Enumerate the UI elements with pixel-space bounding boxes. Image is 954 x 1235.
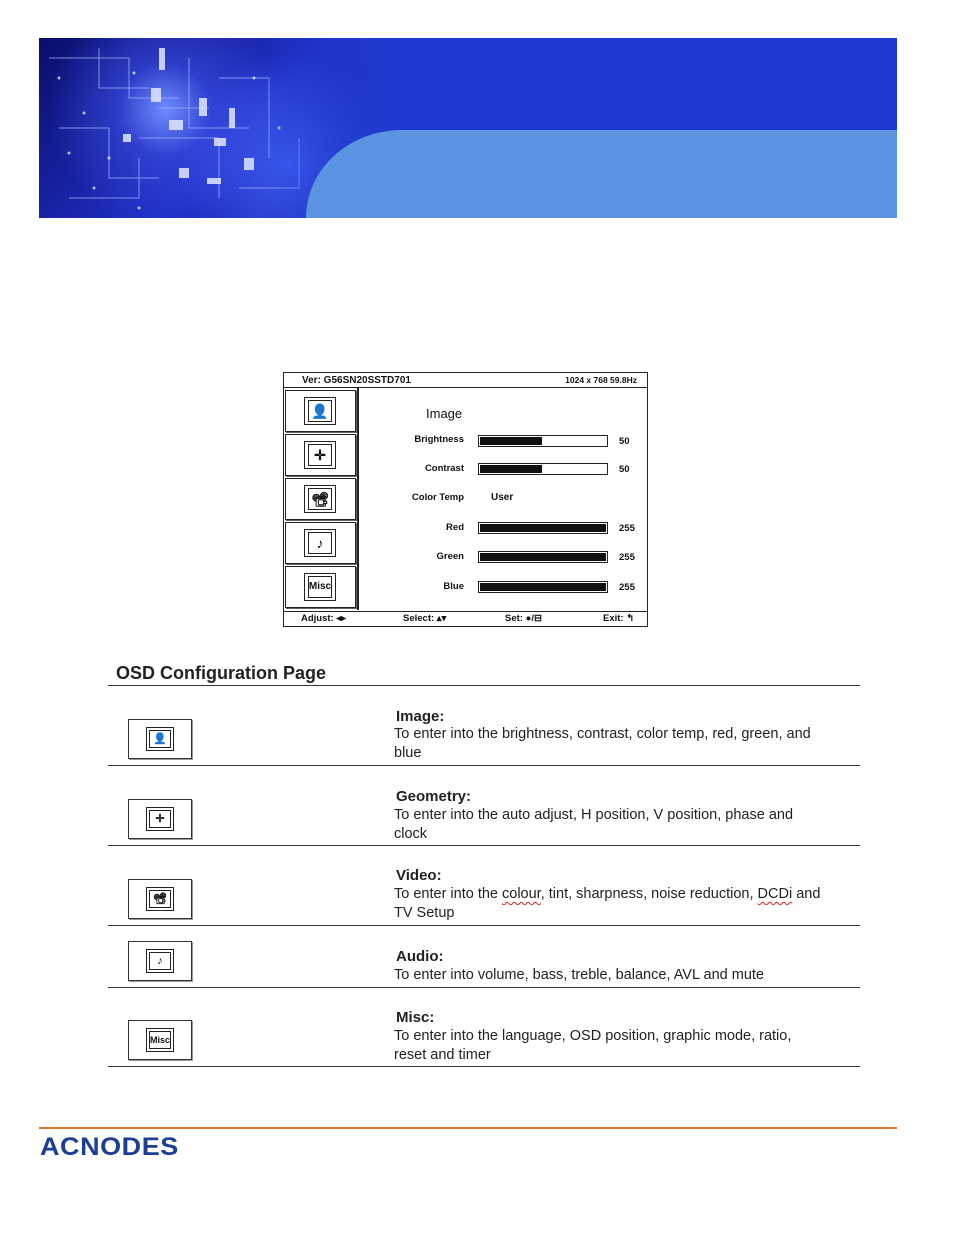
- image-menu-icon-box: [128, 719, 192, 759]
- item-heading-image: Image:: [396, 708, 445, 725]
- osd-resolution: 1024 x 768 59.8Hz: [565, 375, 637, 385]
- slider-fill: [480, 553, 606, 561]
- osd-value-color-temp[interactable]: User: [491, 492, 514, 503]
- osd-top-bar: [284, 373, 647, 388]
- description-line: To enter into the brightness, contrast, color temp, red, green, and: [394, 726, 811, 742]
- osd-tile-image[interactable]: [285, 390, 356, 432]
- divider: [108, 845, 860, 846]
- misc-menu-icon-box: [128, 1020, 192, 1060]
- description-line: To enter into the auto adjust, H position, V position, phase and: [394, 807, 794, 823]
- item-description-image: [394, 725, 854, 763]
- misc-icon: Misc: [149, 1031, 171, 1049]
- osd-tile-misc[interactable]: [285, 566, 356, 608]
- osd-menu-title: Image: [426, 406, 463, 421]
- description-text: DCDi: [757, 886, 793, 902]
- geometry-menu-icon-box: [128, 799, 192, 839]
- item-description-geometry: [394, 806, 854, 844]
- description-text: colour: [502, 886, 541, 902]
- osd-green-slider[interactable]: [478, 551, 608, 563]
- divider: [108, 685, 860, 686]
- osd-label-blue: Blue: [443, 581, 464, 592]
- person-icon: 👤: [308, 400, 332, 422]
- osd-hint-exit: Exit: ↰: [603, 613, 635, 624]
- osd-hint-select: Select: ▴▾: [403, 613, 447, 624]
- item-heading-misc: Misc:: [396, 1009, 435, 1026]
- item-description-video: [394, 885, 854, 923]
- slider-fill: [480, 437, 542, 445]
- item-description-misc: [394, 1027, 854, 1065]
- person-icon: 👤: [149, 730, 171, 748]
- slider-fill: [480, 524, 606, 532]
- osd-hint-set: Set: ●/⊟: [505, 613, 542, 624]
- divider: [108, 1066, 860, 1067]
- osd-tile-video[interactable]: [285, 478, 356, 520]
- osd-value-brightness: 50: [619, 436, 630, 447]
- osd-label-green: Green: [436, 551, 464, 562]
- osd-value-red: 255: [619, 523, 635, 534]
- osd-version: Ver: G56SN20SSTD701: [302, 375, 411, 386]
- osd-tile-audio[interactable]: [285, 522, 356, 564]
- divider: [108, 765, 860, 766]
- video-camera-icon: 📽: [149, 890, 171, 908]
- footer-rule: [39, 1127, 897, 1129]
- item-heading-geometry: Geometry:: [396, 788, 472, 805]
- music-note-icon: ♪: [308, 532, 332, 554]
- osd-value-green: 255: [619, 552, 635, 563]
- misc-icon: Misc: [308, 576, 332, 598]
- osd-bottom-bar: [284, 611, 647, 626]
- description-text: To enter into the: [394, 886, 503, 902]
- music-note-icon: ♪: [149, 952, 171, 970]
- description-line: blue: [394, 745, 422, 761]
- osd-hint-adjust: Adjust: ◂▸: [301, 613, 346, 624]
- audio-menu-icon-box: [128, 941, 192, 981]
- description-line: TV Setup: [394, 905, 455, 921]
- description-text: and: [792, 886, 821, 902]
- osd-icon-column: [284, 388, 359, 610]
- divider: [108, 987, 860, 988]
- description-line: reset and timer: [394, 1047, 491, 1063]
- osd-label-color-temp: Color Temp: [411, 492, 464, 503]
- description-text: , tint, sharpness, noise reduction,: [540, 886, 758, 902]
- osd-label-brightness: Brightness: [414, 434, 464, 445]
- move-arrows-icon: ✛: [308, 444, 332, 466]
- osd-screen: [283, 372, 648, 627]
- divider: [108, 925, 860, 926]
- slider-fill: [480, 583, 606, 591]
- osd-label-red: Red: [446, 522, 464, 533]
- move-arrows-icon: ✛: [149, 810, 171, 828]
- video-camera-icon: 📽: [308, 488, 332, 510]
- osd-blue-slider[interactable]: [478, 581, 608, 593]
- osd-contrast-slider[interactable]: [478, 463, 608, 475]
- description-line: To enter into volume, bass, treble, balance, AVL and mute: [394, 967, 764, 983]
- header-banner: [39, 38, 897, 218]
- osd-tile-geometry[interactable]: [285, 434, 356, 476]
- company-logo: ACNODES: [40, 1133, 179, 1161]
- osd-value-contrast: 50: [619, 464, 630, 475]
- banner-curve: [306, 130, 897, 218]
- section-title: OSD Configuration Page: [116, 663, 327, 683]
- osd-value-blue: 255: [619, 582, 635, 593]
- osd-brightness-slider[interactable]: [478, 435, 608, 447]
- video-menu-icon-box: [128, 879, 192, 919]
- slider-fill: [480, 465, 542, 473]
- osd-label-contrast: Contrast: [424, 463, 464, 474]
- item-heading-video: Video:: [396, 867, 442, 884]
- item-heading-audio: Audio:: [396, 948, 444, 965]
- item-description-audio: [394, 966, 854, 985]
- description-line: clock: [394, 826, 428, 842]
- description-line: To enter into the language, OSD position, graphic mode, ratio,: [394, 1028, 792, 1044]
- osd-red-slider[interactable]: [478, 522, 608, 534]
